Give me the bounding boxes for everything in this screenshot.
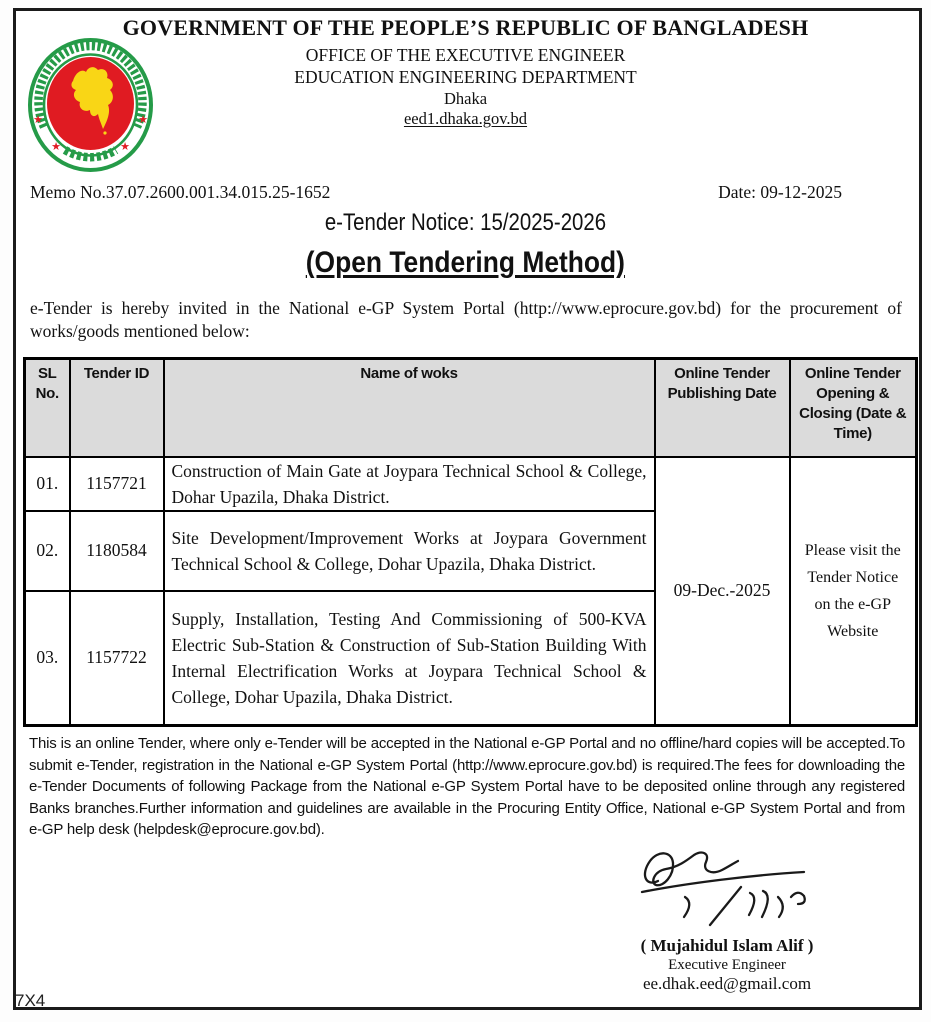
website-line (0, 109, 931, 129)
government-title: GOVERNMENT OF THE PEOPLE’S REPUBLIC OF BANGLADESH (122, 15, 809, 40)
issue-date: Date: 09-12-2025 (718, 182, 842, 202)
col-header-opening: Online Tender Opening & Closing (Date & Time) (790, 359, 917, 457)
signatory-name: ( Mujahidul Islam Alif ) (640, 936, 814, 955)
sl-cell: 03. (25, 591, 70, 726)
sl-cell: 02. (25, 511, 70, 591)
terms-paragraph: This is an online Tender, where only e-Tender will be accepted in the National e-GP Portal and no offline/hard copies will be accepted.To submit e-Tender, registration in the National e-GP System Portal (http://www.eprocure.gov.bd) is required.The fees for downloading the e-Tender Documents of following Package from the National e-GP System Portal have to be deposited online through any registered Banks branches.Further information and guidelines are available in the Procuring Entity Office, National e-GP System Portal and from e-GP help desk (helpdesk@eprocure.gov.bd). (29, 735, 905, 839)
city-line: Dhaka (443, 89, 488, 108)
tender-id-cell: 1157722 (70, 591, 164, 726)
col-header-name: Name of woks (164, 359, 655, 457)
work-name-cell: Supply, Installation, Testing And Commissioning of 500-KVA Electric Sub-Station & Construction of Sub-Station Building With Internal Electrification Works at Joypara Technical School & College, Dohar Upazila, Dhaka District. (164, 591, 655, 726)
sl-cell: 01. (25, 457, 70, 511)
svg-text:★: ★ (51, 140, 61, 153)
table-row (25, 457, 917, 511)
signatory-email: ee.dhak.eed@gmail.com (642, 974, 812, 993)
department-line: EDUCATION ENGINEERING DEPARTMENT (294, 67, 637, 87)
svg-text:★: ★ (33, 113, 43, 126)
signatory-block (586, 936, 868, 994)
table-header-row (25, 359, 917, 457)
tender-notice-title: e-Tender Notice: 15/2025-2026 (324, 209, 607, 236)
svg-text:★: ★ (138, 113, 148, 126)
memo-number: Memo No.37.07.2600.001.34.015.25-1652 (30, 182, 331, 202)
col-header-publishing: Online Tender Publishing Date (655, 359, 790, 457)
office-line: OFFICE OF THE EXECUTIVE ENGINEER (305, 45, 626, 65)
signature-image (628, 845, 818, 935)
memo-row (30, 182, 842, 203)
tender-table (23, 357, 918, 727)
website-link: eed1.dhaka.gov.bd (403, 109, 528, 128)
tender-id-cell: 1157721 (70, 457, 164, 511)
tender-id-cell: 1180584 (70, 511, 164, 591)
publishing-date-cell: 09-Dec.-2025 (655, 457, 790, 726)
page-footnote: 7X4 (15, 991, 46, 1010)
tendering-method-title: (Open Tendering Method) (305, 246, 626, 279)
col-header-sl: SL No. (25, 359, 70, 457)
col-header-tender-id: Tender ID (70, 359, 164, 457)
work-name-cell: Construction of Main Gate at Joypara Technical School & College, Dohar Upazila, Dhaka District. (164, 457, 655, 511)
opening-note-cell: Please visit the Tender Notice on the e-GP Website (790, 457, 917, 726)
intro-paragraph: e-Tender is hereby invited in the National e-GP System Portal (http://www.eprocure.gov.bd) for the procurement of works/goods mentioned below: (30, 298, 902, 341)
svg-text:★: ★ (120, 140, 130, 153)
signatory-title: Executive Engineer (668, 957, 786, 973)
work-name-cell: Site Development/Improvement Works at Joypara Government Technical School & College, Dohar Upazila, Dhaka District. (164, 511, 655, 591)
